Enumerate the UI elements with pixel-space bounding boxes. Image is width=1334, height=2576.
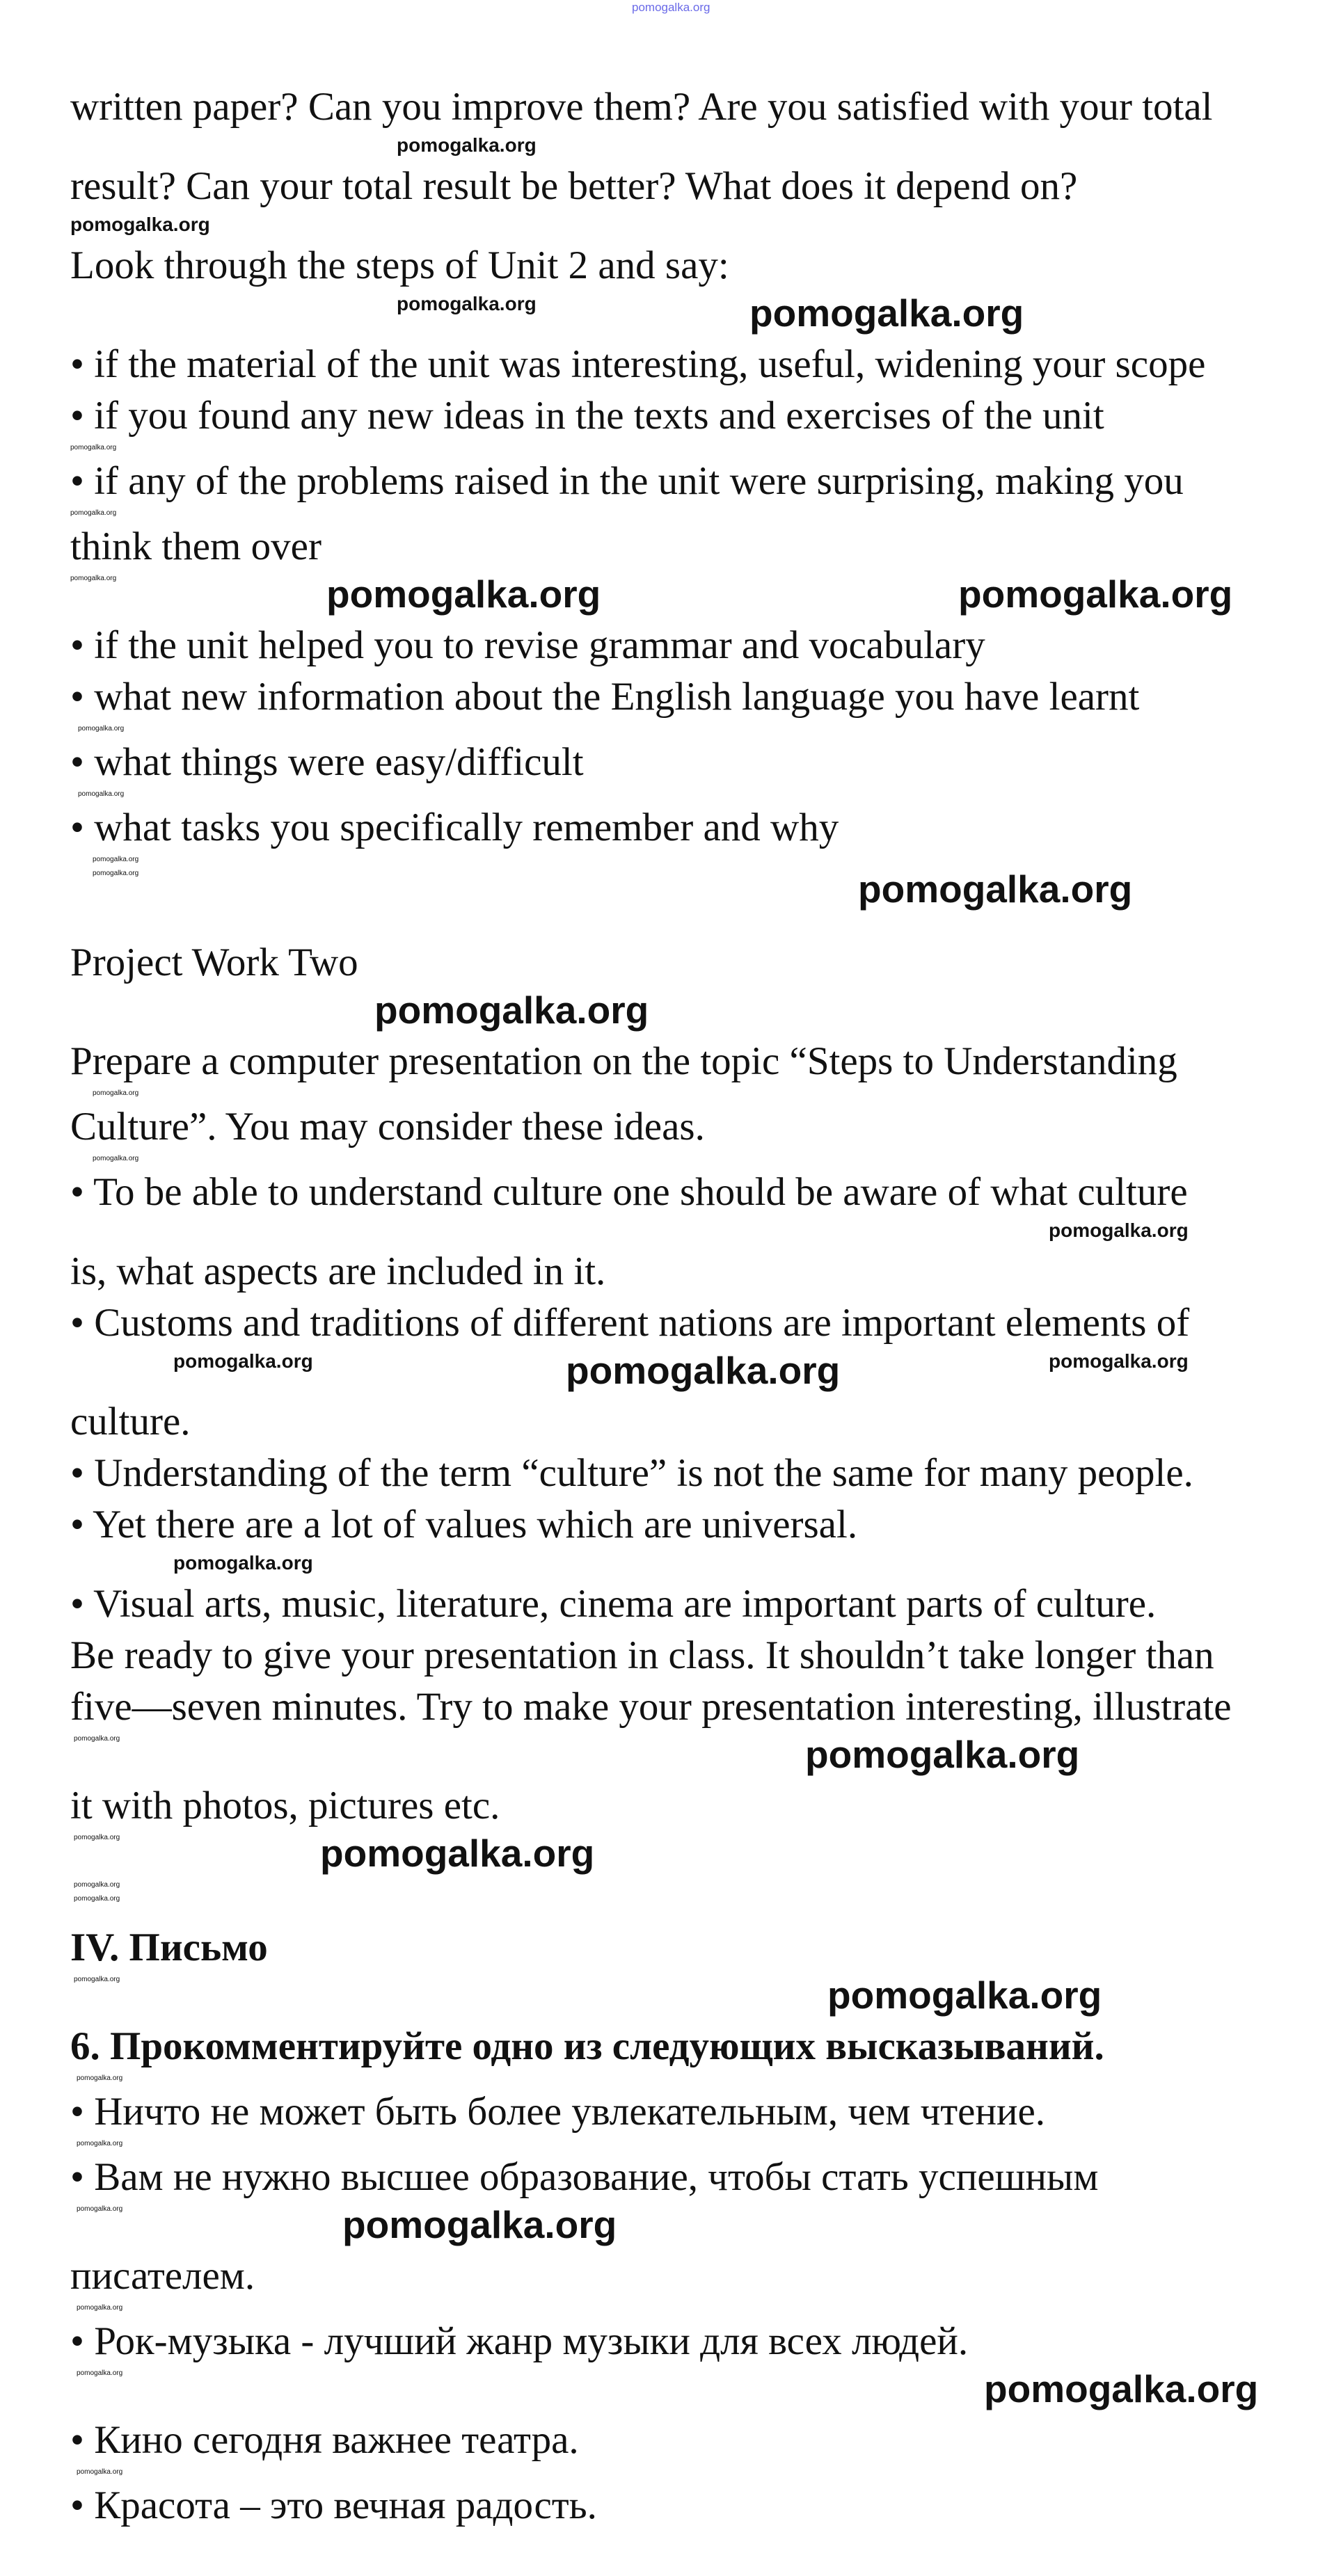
text-line: • what new information about the English language you have learnt [70, 675, 1140, 719]
watermark: pomogalka.org [77, 2369, 123, 2377]
watermark-row [0, 1221, 1334, 1243]
watermark: pomogalka.org [70, 509, 117, 517]
watermark: pomogalka.org [827, 1974, 1102, 2017]
watermark-row [0, 2367, 1334, 2412]
text-line: • if the unit helped you to revise grammar and vocabulary [70, 623, 985, 667]
watermark: pomogalka.org [984, 2367, 1259, 2410]
watermark: pomogalka.org [74, 1881, 120, 1889]
watermark-row [0, 791, 1334, 799]
watermark-row [0, 991, 1334, 1033]
text-line: писателем. [70, 2254, 255, 2298]
watermark-row [0, 1349, 1334, 1393]
text-line: • Кино сегодня важнее театра. [70, 2418, 579, 2462]
watermark: pomogalka.org [397, 293, 537, 314]
watermark: pomogalka.org [77, 2468, 123, 2476]
watermark: pomogalka.org [74, 1976, 120, 1983]
watermark-row [0, 1090, 1334, 1098]
section-title: Project Work Two [70, 941, 358, 984]
text-line: Be ready to give your presentation in class. It shouldn’t take longer than [70, 1633, 1214, 1677]
watermark-row [0, 1882, 1334, 1890]
watermark-row [0, 510, 1334, 518]
text-line: • Красота – это вечная радость. [70, 2483, 597, 2527]
watermark: pomogalka.org [342, 2203, 617, 2246]
text-line: • what things were easy/difficult [70, 740, 584, 784]
section-heading: 6. Прокомментируйте одно из следующих высказываний. [70, 2024, 1104, 2068]
text-line: • what tasks you specifically remember and why [70, 806, 839, 849]
watermark-row [0, 2141, 1334, 2149]
watermark: pomogalka.org [78, 790, 125, 798]
watermark-row [0, 1553, 1334, 1576]
watermark-row [0, 726, 1334, 734]
text-line: • Рок-музыка - лучший жанр музыки для всех людей. [70, 2319, 969, 2363]
watermark-row [0, 575, 1334, 617]
text-line: culture. [70, 1400, 191, 1443]
text-line: Culture”. You may consider these ideas. [70, 1105, 705, 1149]
watermark-row [0, 1155, 1334, 1164]
watermark: pomogalka.org [320, 1832, 595, 1875]
text-line: • Вам не нужно высшее образование, чтобы стать успешным [70, 2155, 1099, 2199]
watermark: pomogalka.org [70, 575, 117, 582]
watermark: pomogalka.org [77, 2140, 123, 2147]
watermark: pomogalka.org [70, 214, 210, 235]
watermark: pomogalka.org [326, 573, 601, 616]
header-watermark: pomogalka.org [632, 1, 710, 14]
watermark: pomogalka.org [70, 444, 117, 451]
watermark-row [0, 1976, 1334, 2018]
watermark: pomogalka.org [74, 1834, 120, 1841]
watermark: pomogalka.org [374, 989, 649, 1032]
watermark: pomogalka.org [74, 1735, 120, 1743]
text-line: • Understanding of the term “culture” is not the same for many people. [70, 1451, 1193, 1495]
watermark: pomogalka.org [93, 870, 139, 877]
watermark-row [0, 1733, 1334, 1777]
text-line: written paper? Can you improve them? Are you satisfied with your total [70, 85, 1213, 129]
watermark: pomogalka.org [749, 291, 1024, 335]
watermark: pomogalka.org [77, 2074, 123, 2082]
watermark: pomogalka.org [805, 1733, 1080, 1776]
section-heading: IV. Письмо [70, 1926, 268, 1969]
text-line: • if you found any new ideas in the texts and exercises of the unit [70, 394, 1104, 438]
watermark: pomogalka.org [858, 867, 1133, 911]
text-line: Prepare a computer presentation on the topic “Steps to Understanding [70, 1039, 1177, 1083]
watermark: pomogalka.org [173, 1552, 313, 1574]
watermark: pomogalka.org [78, 725, 125, 733]
watermark: pomogalka.org [93, 1089, 139, 1097]
watermark: pomogalka.org [958, 573, 1233, 616]
text-line: • To be able to understand culture one should be aware of what culture [70, 1170, 1188, 1214]
watermark: pomogalka.org [566, 1349, 841, 1392]
text-line: result? Can your total result be better? What does it depend on? [70, 164, 1078, 208]
text-line: five—seven minutes. Try to make your presentation interesting, illustrate [70, 1685, 1232, 1729]
watermark-row [0, 1834, 1334, 1876]
watermark-row [0, 1896, 1334, 1904]
watermark: pomogalka.org [397, 134, 537, 156]
watermark-row [0, 867, 1334, 912]
watermark: pomogalka.org [93, 856, 139, 863]
watermark: pomogalka.org [1049, 1350, 1189, 1372]
watermark: pomogalka.org [173, 1350, 313, 1372]
text-line: • if any of the problems raised in the unit were surprising, making you [70, 459, 1184, 503]
watermark-row [0, 291, 1334, 336]
text-line: • Ничто не может быть более увлекательным, чем чтение. [70, 2090, 1046, 2134]
watermark-row [0, 2075, 1334, 2083]
watermark-row [0, 136, 1334, 158]
watermark: pomogalka.org [77, 2304, 123, 2312]
text-line: it with photos, pictures etc. [70, 1784, 500, 1827]
watermark-row [0, 445, 1334, 453]
text-line: • if the material of the unit was interesting, useful, widening your scope [70, 342, 1206, 386]
watermark-row [0, 2305, 1334, 2313]
text-line: is, what aspects are included in it. [70, 1249, 606, 1293]
text-line: • Yet there are a lot of values which are universal. [70, 1503, 858, 1546]
watermark: pomogalka.org [93, 1155, 139, 1162]
watermark: pomogalka.org [1049, 1219, 1189, 1241]
text-line: think them over [70, 525, 321, 568]
watermark: pomogalka.org [74, 1895, 120, 1903]
watermark: pomogalka.org [77, 2205, 123, 2213]
text-line: • Visual arts, music, literature, cinema are important parts of culture. [70, 1582, 1157, 1626]
watermark-row [0, 856, 1334, 865]
text-line: • Customs and traditions of different nations are important elements of [70, 1301, 1190, 1345]
watermark-row [0, 2203, 1334, 2248]
watermark-row [0, 2469, 1334, 2477]
watermark-row [0, 215, 1334, 237]
text-line: Look through the steps of Unit 2 and say: [70, 243, 729, 287]
